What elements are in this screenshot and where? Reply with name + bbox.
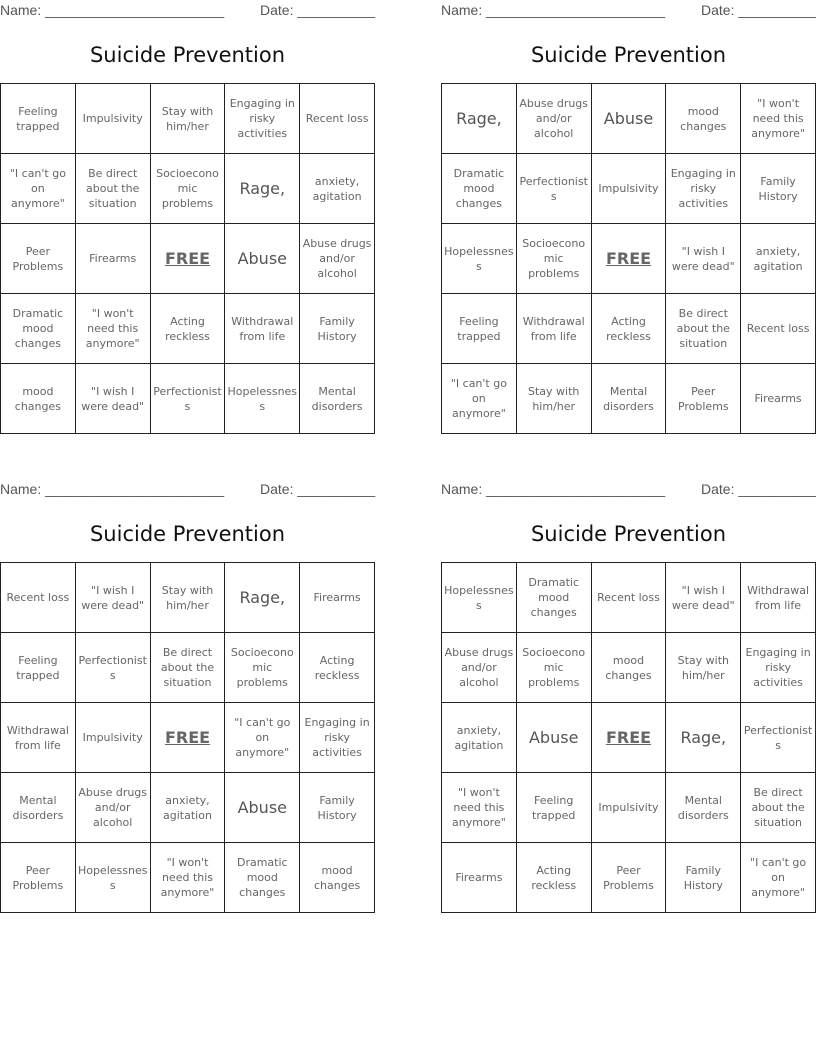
card-title: Suicide Prevention bbox=[89, 522, 286, 546]
bingo-cell: Dramatic mood changes bbox=[442, 154, 517, 224]
bingo-cell: Withdrawal from life bbox=[225, 294, 300, 364]
bingo-cell: Be direct about the situation bbox=[76, 154, 151, 224]
date-field-label: Date: __________ bbox=[701, 481, 816, 497]
card-header bbox=[441, 0, 816, 20]
free-space-cell: FREE bbox=[592, 224, 667, 294]
bingo-cell: Peer Problems bbox=[666, 364, 741, 434]
name-field-label: Name: _______________________ bbox=[0, 2, 225, 18]
bingo-cell: "I can't go on anymore" bbox=[741, 843, 816, 913]
bingo-cell: "I won't need this anymore" bbox=[151, 843, 226, 913]
bingo-cell: anxiety, agitation bbox=[151, 773, 226, 843]
bingo-cell: Abuse bbox=[517, 703, 592, 773]
bingo-cell: Mental disorders bbox=[300, 364, 375, 434]
bingo-cell: anxiety, agitation bbox=[300, 154, 375, 224]
free-space-cell: FREE bbox=[592, 703, 667, 773]
name-field-label: Name: _______________________ bbox=[0, 481, 225, 497]
bingo-cell: Withdrawal from life bbox=[741, 563, 816, 633]
bingo-cell: Hopelessness bbox=[442, 563, 517, 633]
bingo-cell: Feeling trapped bbox=[1, 633, 76, 703]
bingo-cell: Hopelessness bbox=[442, 224, 517, 294]
bingo-cell: Abuse bbox=[225, 224, 300, 294]
bingo-grid bbox=[0, 562, 375, 913]
bingo-cell: Abuse bbox=[592, 84, 667, 154]
bingo-cell: "I can't go on anymore" bbox=[442, 364, 517, 434]
bingo-cell: Acting reckless bbox=[592, 294, 667, 364]
bingo-cell: Engaging in risky activities bbox=[225, 84, 300, 154]
bingo-cell: Hopelessness bbox=[225, 364, 300, 434]
bingo-cell: "I can't go on anymore" bbox=[225, 703, 300, 773]
bingo-cell: Family History bbox=[741, 154, 816, 224]
bingo-cell: Mental disorders bbox=[592, 364, 667, 434]
name-field-label: Name: _______________________ bbox=[441, 2, 666, 18]
bingo-cell: Be direct about the situation bbox=[666, 294, 741, 364]
date-field-label: Date: __________ bbox=[260, 481, 376, 497]
bingo-cell: anxiety, agitation bbox=[442, 703, 517, 773]
bingo-cell: Perfectionists bbox=[76, 633, 151, 703]
bingo-cell: mood changes bbox=[300, 843, 375, 913]
bingo-cell: "I wish I were dead" bbox=[666, 563, 741, 633]
card-header bbox=[441, 479, 816, 499]
bingo-cell: "I can't go on anymore" bbox=[1, 154, 76, 224]
bingo-cell: Perfectionists bbox=[741, 703, 816, 773]
bingo-cell: Mental disorders bbox=[666, 773, 741, 843]
bingo-cell: Withdrawal from life bbox=[517, 294, 592, 364]
bingo-cell: Withdrawal from life bbox=[1, 703, 76, 773]
bingo-card bbox=[441, 0, 816, 434]
bingo-cell: Rage, bbox=[225, 563, 300, 633]
bingo-cell: Peer Problems bbox=[1, 843, 76, 913]
bingo-cell: Dramatic mood changes bbox=[225, 843, 300, 913]
bingo-cell: Peer Problems bbox=[1, 224, 76, 294]
bingo-cell: Abuse drugs and/or alcohol bbox=[442, 633, 517, 703]
bingo-cell: Firearms bbox=[741, 364, 816, 434]
bingo-cell: Feeling trapped bbox=[517, 773, 592, 843]
bingo-cell: Perfectionists bbox=[151, 364, 226, 434]
bingo-cell: Abuse drugs and/or alcohol bbox=[300, 224, 375, 294]
bingo-cell: Firearms bbox=[300, 563, 375, 633]
bingo-cell: Recent loss bbox=[1, 563, 76, 633]
bingo-cell: "I won't need this anymore" bbox=[741, 84, 816, 154]
bingo-cell: Impulsivity bbox=[76, 84, 151, 154]
bingo-card bbox=[0, 479, 375, 913]
bingo-cell: Firearms bbox=[76, 224, 151, 294]
card-header bbox=[0, 479, 375, 499]
bingo-card bbox=[0, 0, 375, 434]
bingo-cell: Rage, bbox=[442, 84, 517, 154]
bingo-cell: Stay with him/her bbox=[151, 563, 226, 633]
bingo-cell: Engaging in risky activities bbox=[300, 703, 375, 773]
bingo-cell: Stay with him/her bbox=[151, 84, 226, 154]
bingo-cell: Hopelessness bbox=[76, 843, 151, 913]
bingo-cell: Engaging in risky activities bbox=[741, 633, 816, 703]
bingo-cell: Stay with him/her bbox=[666, 633, 741, 703]
bingo-cell: Dramatic mood changes bbox=[517, 563, 592, 633]
bingo-cell: Recent loss bbox=[741, 294, 816, 364]
bingo-cell: Feeling trapped bbox=[1, 84, 76, 154]
bingo-cell: Feeling trapped bbox=[442, 294, 517, 364]
free-space-cell: FREE bbox=[151, 224, 226, 294]
bingo-cell: Socioeconomic problems bbox=[225, 633, 300, 703]
bingo-cell: Family History bbox=[300, 773, 375, 843]
name-field-label: Name: _______________________ bbox=[441, 481, 666, 497]
bingo-cell: Recent loss bbox=[300, 84, 375, 154]
bingo-card bbox=[441, 479, 816, 913]
bingo-cell: Acting reckless bbox=[517, 843, 592, 913]
bingo-cell: "I won't need this anymore" bbox=[442, 773, 517, 843]
bingo-cell: anxiety, agitation bbox=[741, 224, 816, 294]
bingo-cell: Socioeconomic problems bbox=[151, 154, 226, 224]
bingo-cell: Impulsivity bbox=[592, 154, 667, 224]
date-field-label: Date: __________ bbox=[701, 2, 816, 18]
date-field-label: Date: __________ bbox=[260, 2, 376, 18]
bingo-cell: "I wish I were dead" bbox=[666, 224, 741, 294]
bingo-cell: "I wish I were dead" bbox=[76, 563, 151, 633]
bingo-cell: mood changes bbox=[666, 84, 741, 154]
bingo-cell: Mental disorders bbox=[1, 773, 76, 843]
free-space-cell: FREE bbox=[151, 703, 226, 773]
bingo-cell: Abuse drugs and/or alcohol bbox=[517, 84, 592, 154]
bingo-cell: Engaging in risky activities bbox=[666, 154, 741, 224]
card-header bbox=[0, 0, 375, 20]
bingo-cell: Family History bbox=[300, 294, 375, 364]
bingo-cell: Impulsivity bbox=[592, 773, 667, 843]
bingo-cell: Acting reckless bbox=[151, 294, 226, 364]
bingo-cell: Peer Problems bbox=[592, 843, 667, 913]
bingo-cell: Recent loss bbox=[592, 563, 667, 633]
bingo-cell: Socioeconomic problems bbox=[517, 224, 592, 294]
bingo-cell: Rage, bbox=[666, 703, 741, 773]
card-title: Suicide Prevention bbox=[530, 522, 727, 546]
card-title: Suicide Prevention bbox=[89, 43, 286, 67]
bingo-cell: Family History bbox=[666, 843, 741, 913]
bingo-cell: "I wish I were dead" bbox=[76, 364, 151, 434]
bingo-cell: Socioeconomic problems bbox=[517, 633, 592, 703]
bingo-cell: "I won't need this anymore" bbox=[76, 294, 151, 364]
card-title: Suicide Prevention bbox=[530, 43, 727, 67]
bingo-cell: Acting reckless bbox=[300, 633, 375, 703]
bingo-cell: Abuse bbox=[225, 773, 300, 843]
bingo-cell: Impulsivity bbox=[76, 703, 151, 773]
bingo-cell: mood changes bbox=[592, 633, 667, 703]
bingo-cell: Firearms bbox=[442, 843, 517, 913]
bingo-cell: Rage, bbox=[225, 154, 300, 224]
bingo-grid bbox=[441, 562, 816, 913]
bingo-cell: Stay with him/her bbox=[517, 364, 592, 434]
bingo-grid bbox=[441, 83, 816, 434]
bingo-grid bbox=[0, 83, 375, 434]
bingo-cell: Be direct about the situation bbox=[741, 773, 816, 843]
bingo-cell: Perfectionists bbox=[517, 154, 592, 224]
bingo-cell: Dramatic mood changes bbox=[1, 294, 76, 364]
bingo-cell: Abuse drugs and/or alcohol bbox=[76, 773, 151, 843]
bingo-cell: Be direct about the situation bbox=[151, 633, 226, 703]
bingo-cell: mood changes bbox=[1, 364, 76, 434]
